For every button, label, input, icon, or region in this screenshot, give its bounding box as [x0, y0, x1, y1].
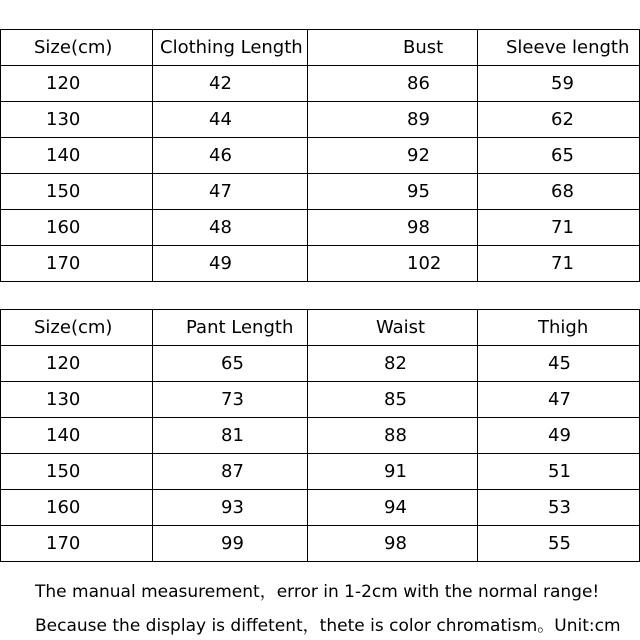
header-cell: Clothing Length	[153, 30, 308, 66]
header-cell: Sleeve length	[478, 30, 640, 66]
table-cell: 59	[478, 66, 640, 102]
table-cell: 49	[478, 418, 640, 454]
table-cell: 86	[308, 66, 478, 102]
header-cell: Bust	[308, 30, 478, 66]
table-cell: 93	[153, 490, 308, 526]
table-cell: 98	[308, 526, 478, 562]
table-cell: 130	[1, 102, 153, 138]
table-cell: 120	[1, 66, 153, 102]
table-cell: 71	[478, 246, 640, 282]
table-cell: 81	[153, 418, 308, 454]
table-cell: 160	[1, 210, 153, 246]
header-cell: Size(cm)	[1, 310, 153, 346]
table-cell: 150	[1, 454, 153, 490]
table-cell: 82	[308, 346, 478, 382]
table-row	[1, 246, 640, 282]
header-cell: Pant Length	[153, 310, 308, 346]
table-row	[1, 418, 640, 454]
table-cell: 94	[308, 490, 478, 526]
top-size-table	[0, 29, 640, 282]
table-cell: 45	[478, 346, 640, 382]
table-header-row	[1, 30, 640, 66]
table-header-row	[1, 310, 640, 346]
table-row	[1, 66, 640, 102]
table-cell: 140	[1, 418, 153, 454]
table-cell: 99	[153, 526, 308, 562]
header-cell: Waist	[308, 310, 478, 346]
table-cell: 87	[153, 454, 308, 490]
table-cell: 89	[308, 102, 478, 138]
table-cell: 98	[308, 210, 478, 246]
table-cell: 68	[478, 174, 640, 210]
table-row	[1, 174, 640, 210]
table-row	[1, 454, 640, 490]
table-row	[1, 346, 640, 382]
measurement-note: The manual measurement，error in 1-2cm with the normal range!	[35, 582, 600, 602]
color-note: Because the display is diffetent，thete is color chromatism。Unit:cm	[35, 616, 621, 636]
table-cell: 46	[153, 138, 308, 174]
table-cell: 48	[153, 210, 308, 246]
table-row	[1, 102, 640, 138]
table-cell: 140	[1, 138, 153, 174]
table-cell: 170	[1, 246, 153, 282]
table-cell: 73	[153, 382, 308, 418]
table-cell: 65	[478, 138, 640, 174]
header-cell: Thigh	[478, 310, 640, 346]
table-cell: 47	[478, 382, 640, 418]
table-row	[1, 210, 640, 246]
table-cell: 71	[478, 210, 640, 246]
table-cell: 88	[308, 418, 478, 454]
table-cell: 47	[153, 174, 308, 210]
table-cell: 42	[153, 66, 308, 102]
table-cell: 102	[308, 246, 478, 282]
table-cell: 160	[1, 490, 153, 526]
table-row	[1, 138, 640, 174]
table-cell: 150	[1, 174, 153, 210]
header-cell: Size(cm)	[1, 30, 153, 66]
table-cell: 51	[478, 454, 640, 490]
table-cell: 62	[478, 102, 640, 138]
table-cell: 95	[308, 174, 478, 210]
table-row	[1, 526, 640, 562]
table-cell: 170	[1, 526, 153, 562]
table-cell: 91	[308, 454, 478, 490]
table-cell: 55	[478, 526, 640, 562]
table-row	[1, 490, 640, 526]
table-cell: 65	[153, 346, 308, 382]
bottom-size-table	[0, 309, 640, 562]
table-cell: 49	[153, 246, 308, 282]
table-cell: 85	[308, 382, 478, 418]
table-cell: 92	[308, 138, 478, 174]
table-cell: 130	[1, 382, 153, 418]
table-cell: 120	[1, 346, 153, 382]
table-cell: 44	[153, 102, 308, 138]
table-cell: 53	[478, 490, 640, 526]
table-row	[1, 382, 640, 418]
